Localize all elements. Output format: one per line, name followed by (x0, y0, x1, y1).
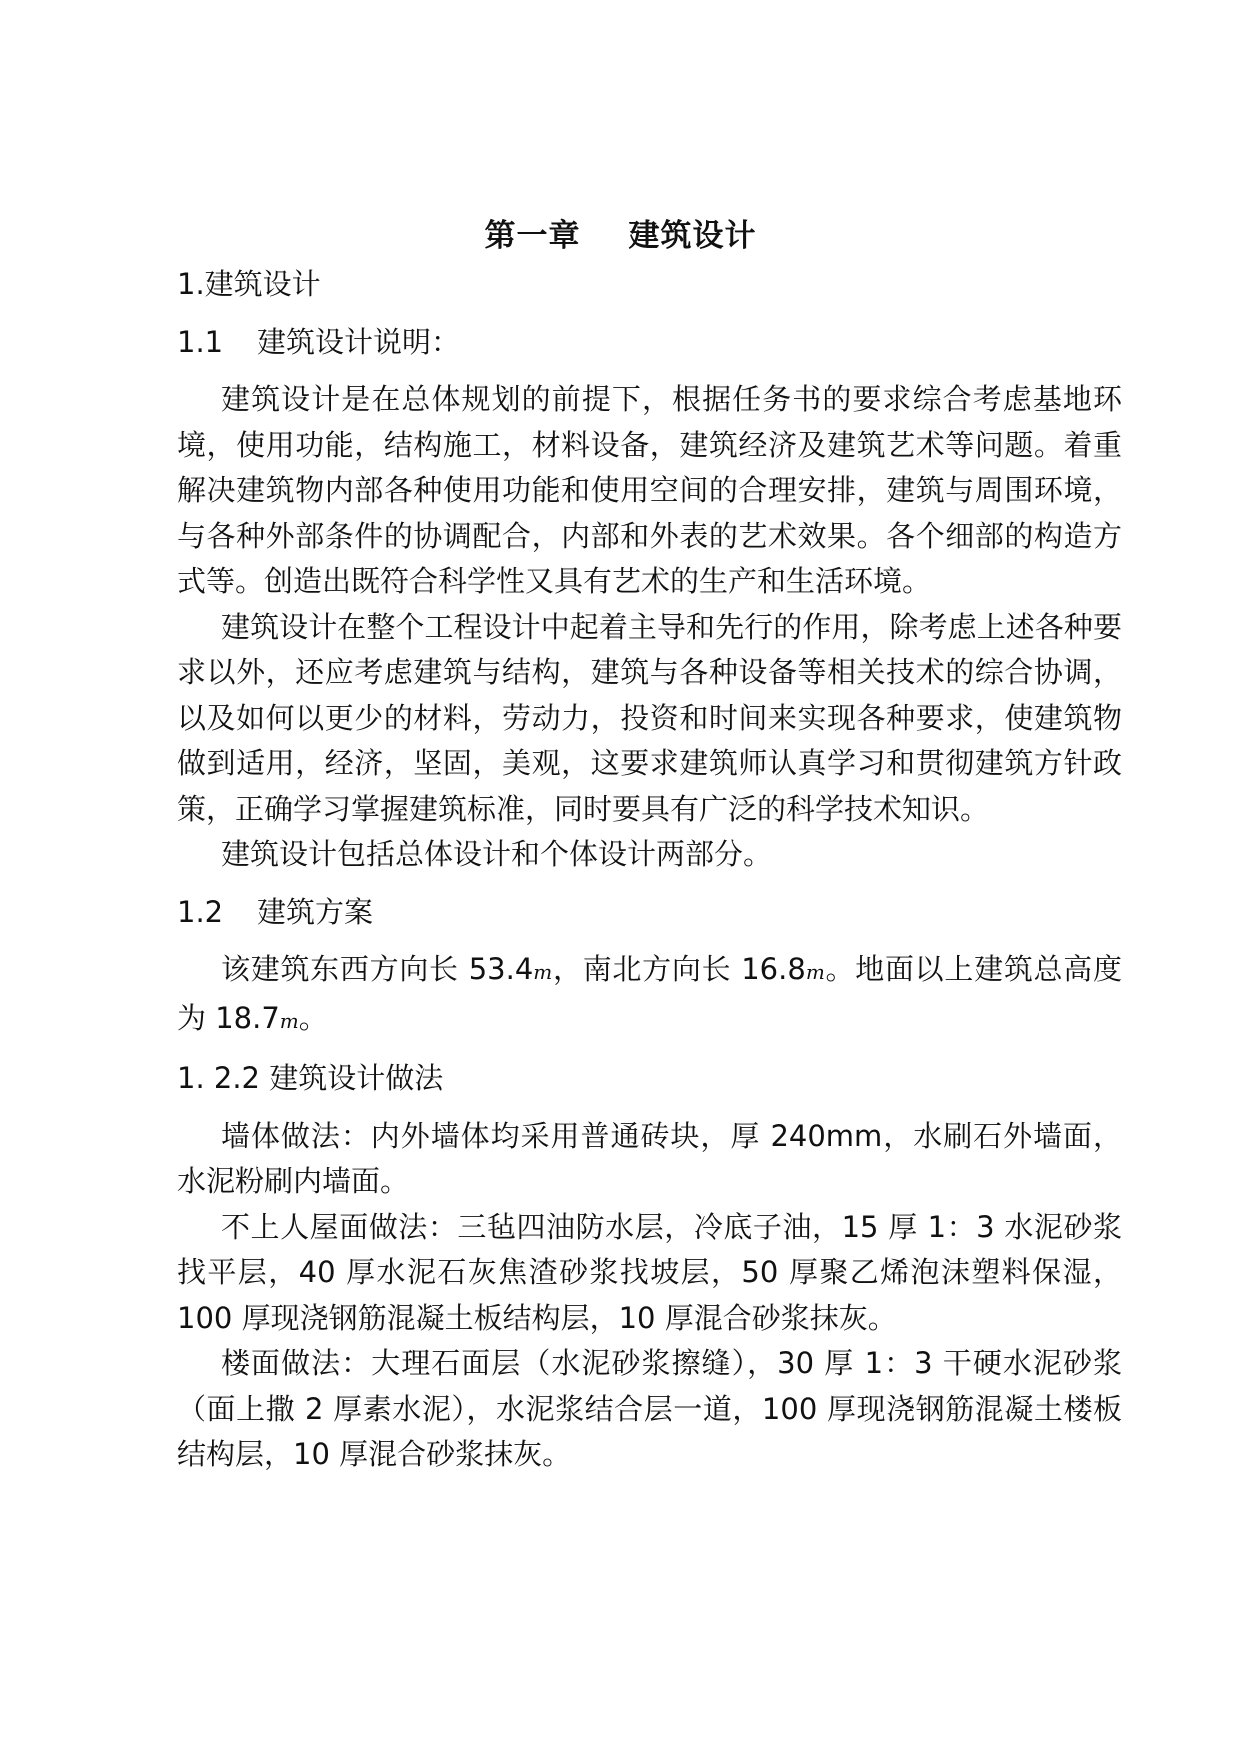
chapter-name: 建筑设计 (628, 218, 757, 254)
paragraph-design-role: 建筑设计在整个工程设计中起着主导和先行的作用，除考虑上述各种要求以外，还应考虑建筑与结构，建筑与各种设备等相关技术的综合协调，以及如何以更少的材料，劳动力，投资和时间来实现各种要求，使建筑物做到适用，经济，坚固，美观，这要求建筑师认真学习和贯彻建筑方针政策，正确学习掌握建筑标准，同时要具有广泛的科学技术知识。 (177, 609, 1122, 826)
section-title: 建筑设计说明： (257, 324, 461, 359)
unit-meter: m (533, 960, 553, 984)
chapter-title (0, 214, 1241, 258)
paragraph-wall-method: 墙体做法：内外墙体均采用普通砖块，厚 240mm，水刷石外墙面，水泥粉刷内墙面。 (177, 1118, 1122, 1198)
paragraph-building-dimensions: 该建筑东西方向长 53.4m，南北方向长 16.8m。地面以上建筑总高度为 18.7m。 (177, 952, 1122, 1035)
paragraph-design-overview: 建筑设计是在总体规划的前提下，根据任务书的要求综合考虑基地环境，使用功能，结构施工，材料设备，建筑经济及建筑艺术等问题。着重解决建筑物内部各种使用功能和使用空间的合理安排，建筑与周围环境，与各种外部条件的协调配合，内部和外表的艺术效果。各个细部的构造方式等。创造出既符合科学性又具有艺术的生产和生活环境。 (177, 382, 1122, 598)
section-number: 1.1 (177, 324, 224, 359)
section-heading-1-2-2: 1. 2.2 建筑设计做法 (177, 1061, 444, 1095)
document-body (177, 262, 1122, 1478)
section-heading-1-1 (177, 320, 1122, 366)
unit-meter: m (279, 1008, 299, 1033)
chapter-number: 第一章 (484, 218, 581, 254)
unit-meter: m (805, 960, 825, 984)
paragraph-roof-method: 不上人屋面做法：三毡四油防水层，冷底子油，15 厚 1：3 水泥砂浆找平层，40 厚水泥石灰焦渣砂浆找坡层，50 厚聚乙烯泡沫塑料保湿， 100 厚现浇钢筋混凝土板结构层，10 厚混合砂浆抹灰。 (177, 1209, 1122, 1335)
paragraph-floor-method: 楼面做法：大理石面层（水泥砂浆擦缝），30 厚 1：3 干硬水泥砂浆（面上撒 2 厚素水泥），水泥浆结合层一道，100 厚现浇钢筋混凝土楼板结构层，10 厚混合砂浆抹灰。 (177, 1346, 1122, 1471)
section-heading-1-2 (177, 890, 1122, 936)
section-title: 建筑方案 (257, 894, 374, 929)
paragraph-design-parts: 建筑设计包括总体设计和个体设计两部分。 (221, 837, 773, 871)
section-heading-1: 1.建筑设计 (177, 267, 321, 301)
section-number: 1.2 (177, 894, 224, 929)
